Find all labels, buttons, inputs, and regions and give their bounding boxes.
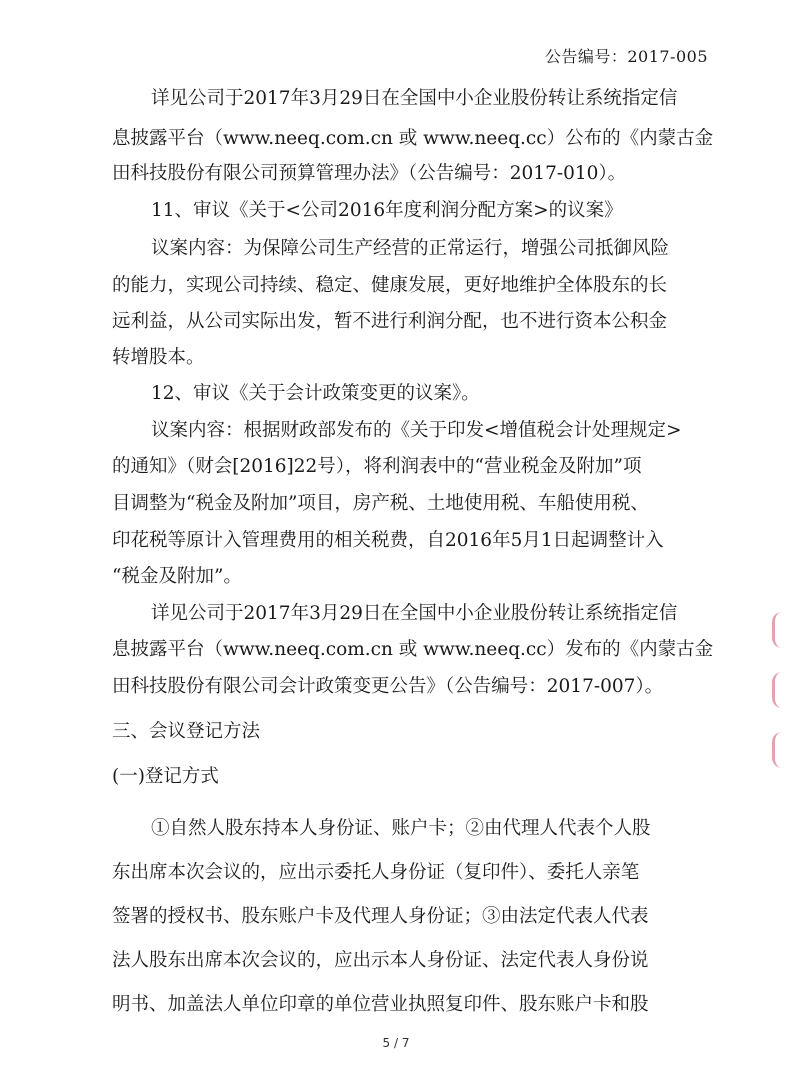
announcement-number: 公告编号：2017-005 [544, 47, 708, 66]
text-line-23: 法人股东出席本次会议的，应出示本人身份证、法定代表人身份说 [112, 950, 649, 971]
text-line-10: 议案内容：根据财政部发布的《关于印发<增值税会计处理规定> [151, 420, 682, 441]
text-line-11: 的通知》（财会[2016]22号），将利润表中的“营业税金及附加”项 [112, 456, 642, 477]
text-line-22: 签署的授权书、股东账户卡及代理人身份证；③由法定代表人代表 [112, 906, 649, 927]
text-line-8: 转增股本。 [112, 347, 205, 368]
text-line-2: 息披露平台（www.neeq.com.cn 或 www.neeq.cc）公布的《内蒙古金 [112, 128, 714, 149]
text-line-16: 息披露平台（www.neeq.com.cn 或 www.neeq.cc）发布的《内蒙古金 [112, 639, 714, 660]
text-line-13: 印花税等原计入管理费用的相关税费，自2016年5月1日起调整计入 [112, 530, 664, 551]
text-line-9: 12、审议《关于会计政策变更的议案》。 [151, 383, 480, 404]
text-line-20: ①自然人股东持本人身份证、账户卡；②由代理人代表个人股 [151, 818, 651, 839]
seal-stamp-fragment [766, 612, 792, 772]
text-line-3: 田科技股份有限公司预算管理办法》（公告编号：2017-010）。 [112, 163, 627, 184]
text-line-17: 田科技股份有限公司会计政策变更公告》（公告编号：2017-007）。 [112, 676, 664, 697]
subsection-heading: (一)登记方式 [112, 766, 219, 787]
text-line-6: 的能力，实现公司持续、稳定、健康发展，更好地维护全体股东的长 [112, 275, 668, 296]
text-line-15: 详见公司于2017年3月29日在全国中小企业股份转让系统指定信 [151, 603, 678, 624]
text-line-1: 详见公司于2017年3月29日在全国中小企业股份转让系统指定信 [151, 88, 678, 109]
section-heading: 三、会议登记方法 [112, 721, 261, 742]
page-number: 5 / 7 [382, 1036, 410, 1050]
text-line-21: 东出席本次会议的，应出示委托人身份证（复印件）、委托人亲笔 [112, 862, 640, 883]
text-line-4: 11、审议《关于<公司2016年度利润分配方案>的议案》 [151, 200, 623, 221]
text-line-7: 远利益，从公司实际出发，暂不进行利润分配，也不进行资本公积金 [112, 311, 668, 332]
text-line-12: 目调整为“税金及附加”项目，房产税、土地使用税、车船使用税、 [112, 493, 649, 514]
text-line-24: 明书、加盖法人单位印章的单位营业执照复印件、股东账户卡和股 [112, 994, 649, 1015]
text-line-14: “税金及附加”。 [112, 566, 242, 587]
text-line-5: 议案内容：为保障公司生产经营的正常运行，增强公司抵御风险 [151, 238, 670, 259]
